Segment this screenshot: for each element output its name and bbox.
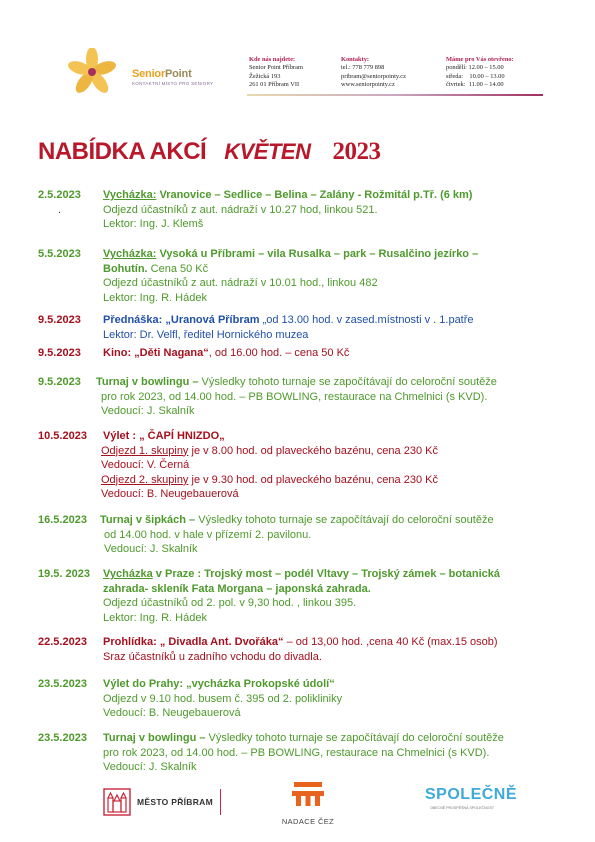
senior-point-logo-subtitle: KONTAKTNÍ MÍSTO PRO SENIORY (132, 81, 214, 86)
cez-icon (288, 782, 328, 806)
opening-hours-column: Máme pro Vás otevřeno: pondělí: 12.00 – 15.00 středa: 10.00 – 13.00 čtvrtek: 11.00 – 14.00 (446, 56, 514, 88)
senior-point-logo-text: SeniorPoint (132, 68, 192, 80)
event-5-5: 5.5.2023 Vycházka: Vysoká u Příbrami – vila Rusalka – park – Rusalčino jezírko – Bohutín. Cena 50 Kč Odjezd účastníků z aut. nádraží v 10.01 hod., linkou 482 Lektor: Ing. R. Hádek (38, 248, 479, 304)
event-9-5-bowling: 9.5.2023 Turnaj v bowlingu – Výsledky tohoto turnaje se započítávají do celoroční soutěže pro rok 2023, od 14.00 hod. – PB BOWLING, restaurace na Chmelnici (s KVD). Vedoucí: J. Skalník (38, 376, 497, 418)
spolecne-wordmark: SPOLEČNĚ (425, 786, 518, 803)
page-title: NABÍDKA AKCÍ KVĚTEN 2023 (38, 138, 381, 165)
event-9-5-cinema: 9.5.2023 Kino: „Děti Nagana“, od 16.00 hod. – cena 50 Kč (38, 347, 350, 359)
senior-point-flower-logo (58, 48, 128, 96)
where-column: Kde nás najdete: Senior Point Příbram Žežická 193 261 01 Příbram VII (249, 56, 303, 88)
event-23-5-bowling: 23.5.2023 Turnaj v bowlingu – Výsledky tohoto turnaje se započítávají do celoroční soutěže pro rok 2023, od 14.00 hod. – PB BOWLING, restaurace na Chmelnici (s KVD). Vedoucí: J. Skalník (38, 732, 504, 774)
event-22-5-theatre: 22.5.2023 Prohlídka: „ Divadla Ant. Dvořáka“ – od 13,00 hod. ,cena 40 Kč (max.15 osob) Sraz účastníků u zadního vchodu do divadla. (38, 636, 498, 663)
header-divider (247, 94, 543, 96)
event-2-5: 2.5.2023 Vycházka: Vranovice – Sedlice – Belina – Zalány - Rožmitál p.Tř. (6 km) . Odjezd účastníků z aut. nádraží v 10.27 hod, linkou 521. Lektor: Ing. J. Klemš (38, 189, 473, 231)
event-10-5-trip: 10.5.2023 Výlet : „ ČAPÍ HNIZDO„ Odjezd 1. skupiny je v 8.00 hod. od plaveckého bazénu, cena 230 Kč Vedoucí: V. Černá Odjezd 2. skupiny je v 9.30 hod. od plaveckého bazénu, cena 230 Kč Vedoucí: B. Neugebauerová (38, 430, 438, 501)
nadace-cez-logo: NADACE ČEZ (278, 782, 338, 826)
event-19-5-prague-walk: 19.5. 2023 Vycházka v Praze : Trojský most – podél Vltavy – Trojský zámek – botanická zahrada- skleník Fata Morgana – japonská zahrada. Odjezd účastníků od 2. pol. v 9,30 hod. , linkou 395. Lektor: Ing. R. Hádek (38, 568, 501, 624)
event-23-5-prague-trip: 23.5.2023 Výlet do Prahy: „vycházka Prokopské údolí“ Odjezd v 9.10 hod. busem č. 395 od 2. polikliniky Vedoucí: B. Neugebauerová (38, 678, 343, 720)
spolecne-logo: SPOLEČNĚ OBECNĚ PROSPĚŠNÁ SPOLEČNOST (425, 786, 518, 810)
castle-icon (103, 788, 131, 816)
event-16-5-darts: 16.5.2023 Turnaj v šipkách – Výsledky tohoto turnaje se započítávají do celoroční soutěže od 14.00 hod. v hale v přízemí 2. pavilonu. Vedoucí: J. Skalník (38, 514, 494, 556)
event-9-5-lecture: 9.5.2023 Přednáška: „Uranová Příbram „od 13.00 hod. v zased.místnosti v . 1.patře Lektor: Dr. Velfl, ředitel Hornického muzea (38, 314, 474, 341)
mesto-pribram-logo: MĚSTO PŘÍBRAM (103, 788, 221, 816)
contacts-column: Kontakty: tel.: 778 779 898 pribram@seniorpointy.cz www.seniorpointy.cz (341, 56, 406, 88)
